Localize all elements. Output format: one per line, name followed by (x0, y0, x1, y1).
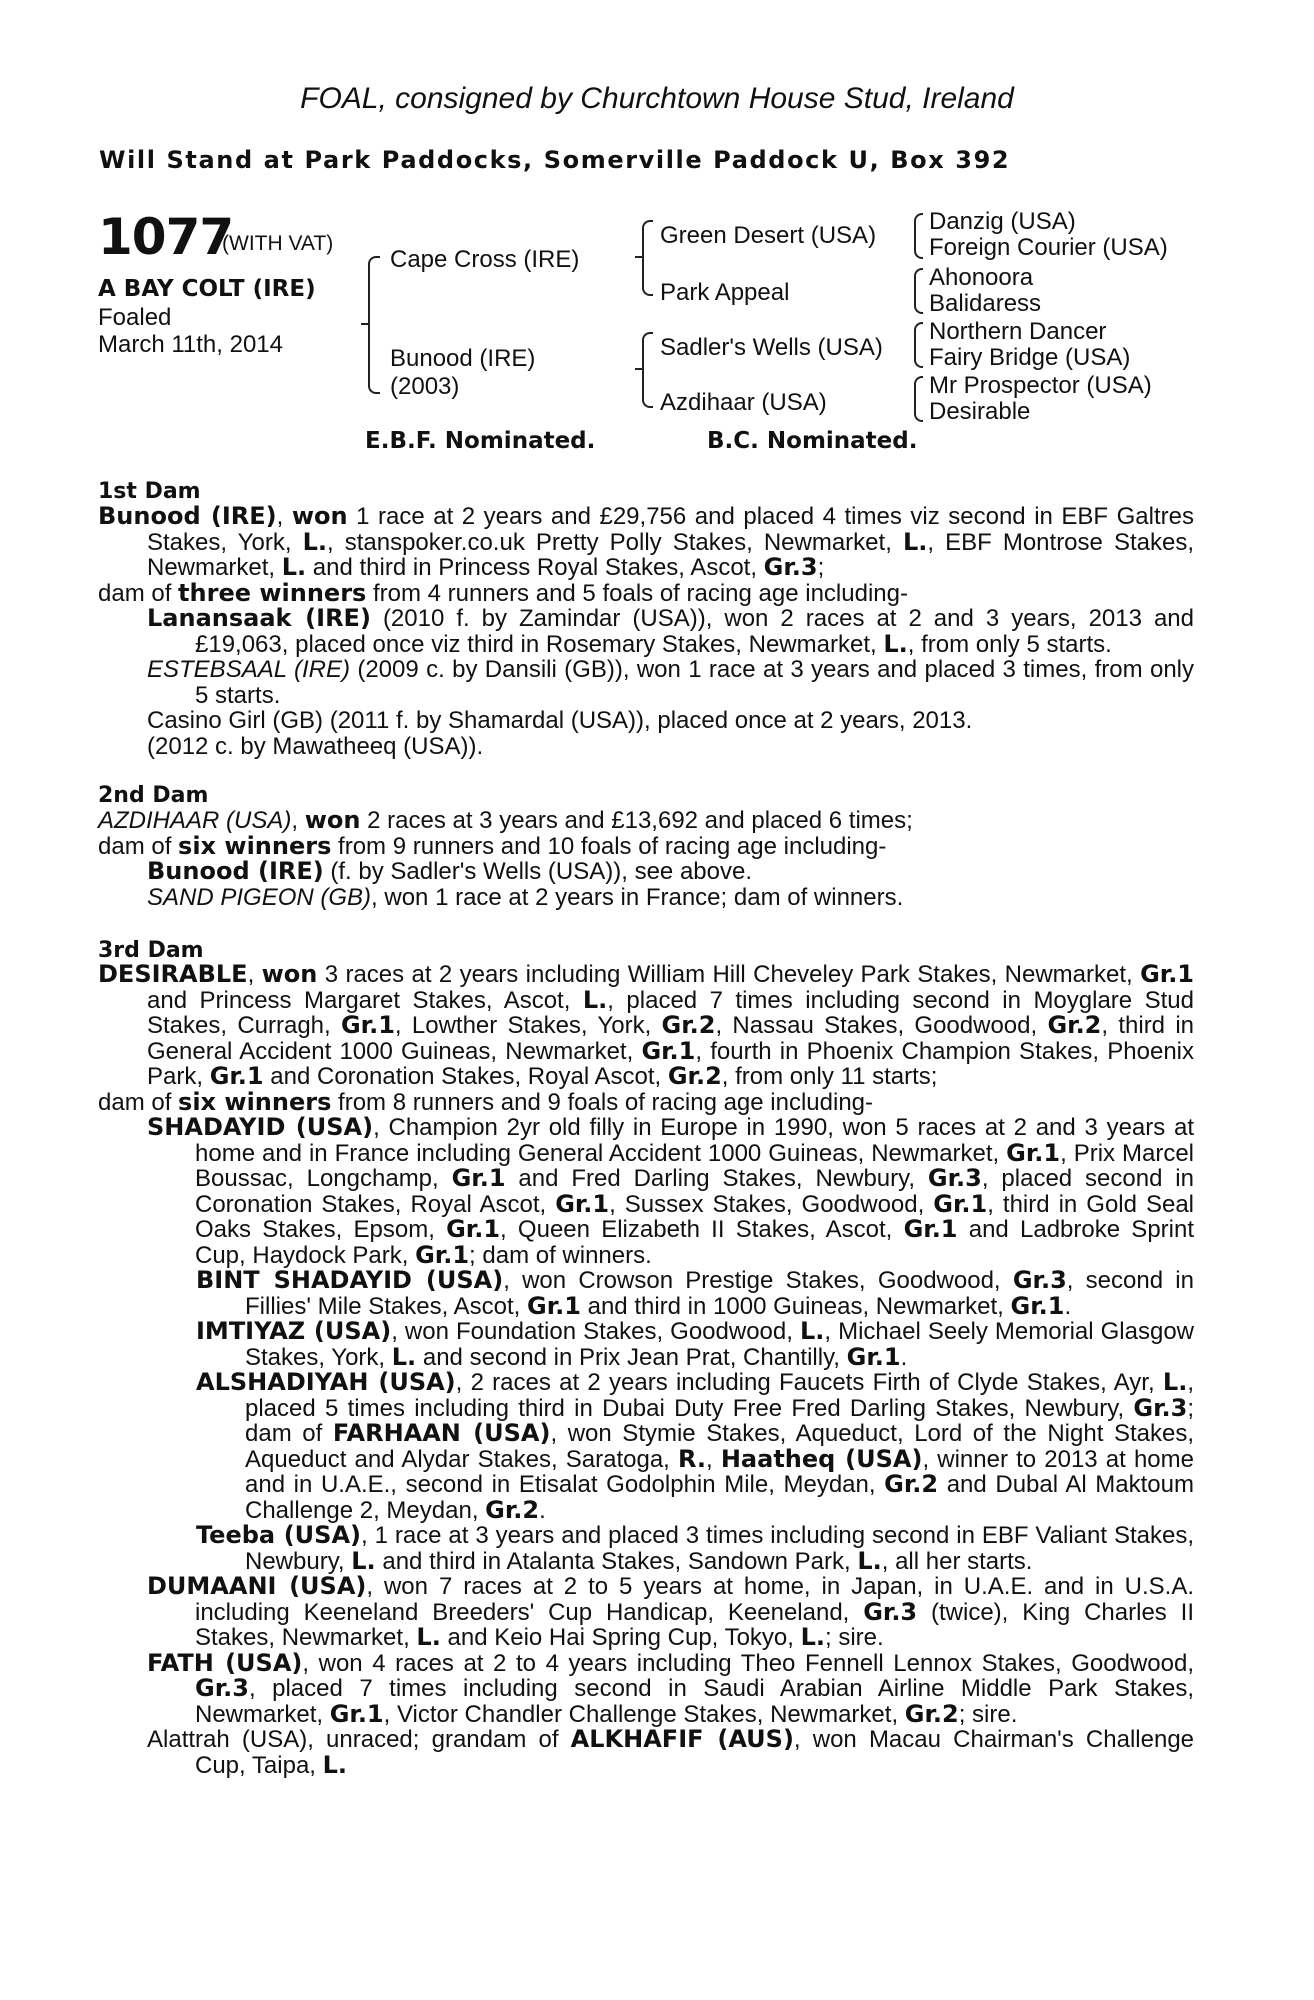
sire-line-brace (642, 220, 653, 296)
ggp-1: Danzig (USA) (929, 208, 1076, 235)
second-dam-heading: 2nd Dam (98, 783, 209, 808)
dam-dam: Azdihaar (USA) (660, 389, 827, 416)
sire-dam-brace (368, 256, 380, 394)
ggp-3: Ahonoora (929, 264, 1034, 291)
ggp-7: Mr Prospector (USA) (929, 372, 1152, 399)
sire-dam: Park Appeal (660, 279, 790, 306)
stand-location: Will Stand at Park Paddocks, Somerville Paddock U, Box 392 (99, 146, 1011, 174)
dam-year: (2003) (390, 373, 460, 400)
ggp-6: Fairy Bridge (USA) (929, 344, 1131, 371)
vat-note: (WITH VAT) (222, 232, 334, 255)
first-dam-heading: 1st Dam (98, 479, 201, 504)
sire: Cape Cross (IRE) (390, 246, 580, 273)
second-dam-text: AZDIHAAR (USA), won 2 races at 3 years and £13,692 and placed 6 times; dam of six winners from 9 runners and 10 foals of racing age including- Bunood (IRE) (f. by Sadler's Wells (USA)), see above. SAND PIGEON (GB), won 1 race at 2 years in France; dam of winners. (98, 806, 913, 911)
ggp-4: Balidaress (929, 290, 1042, 317)
bc-nomination: B.C. Nominated. (707, 428, 918, 454)
third-dam-heading: 3rd Dam (98, 938, 204, 963)
ebf-nomination: E.B.F. Nominated. (365, 428, 596, 454)
dam-line-brace (642, 332, 653, 408)
ggp-2: Foreign Courier (USA) (929, 234, 1168, 261)
consignor-heading: FOAL, consigned by Churchtown House Stud, Ireland (300, 82, 1014, 115)
sire-sire: Green Desert (USA) (660, 222, 877, 249)
ggp-5: Northern Dancer (929, 318, 1107, 345)
dam: Bunood (IRE) (390, 345, 536, 372)
lot-description: A BAY COLT (IRE) (98, 276, 316, 302)
foaled-label: Foaled (98, 304, 172, 331)
third-dam-text: DESIRABLE, won 3 races at 2 years including William Hill Cheveley Park Stakes, Newmarket, Gr.1 and Princess Margaret Stakes, Ascot, L., placed 7 times including second in Moyglare Stud Stakes, Curragh, Gr.1, Lowther Stakes, York, Gr.2, Nassau Stakes, Goodwood, Gr.2, third in General Accident 1000 Guineas, Newmarket, Gr.1, fourth in Phoenix Champion Stakes, Phoenix Park, Gr.1 and Coronation Stakes, Royal Ascot, Gr.2, from only 11 starts; dam of six winners from 8 runners and 9 foals of racing age including- SHADAYID (USA), Champion 2yr old filly in Europe in 1990, won 5 races at 2 and 3 years at home and in France including General Accident 1000 Guineas, Newmarket, Gr.1, Prix Marcel Boussac, Longchamp, Gr.1 and Fred Darling Stakes, Newbury, Gr.3, placed second in Coronation Stakes, Royal Ascot, Gr.1, Sussex Stakes, Goodwood, Gr.1, third in Gold Seal Oaks Stakes, Epsom, Gr.1, Queen Elizabeth II Stakes, Ascot, Gr.1 and Ladbroke Sprint Cup, Haydock Park, Gr.1; dam of winners. BINT SHADAYID (USA), won Crowson Prestige Stakes, Goodwood, Gr.3, second in Fillies' Mile Stakes, Ascot, Gr.1 and third in 1000 Guineas, Newmarket, Gr.1. IMTIYAZ (USA), won Foundation Stakes, Goodwood, L., Michael Seely Memorial Glasgow Stakes, York, L. and second in Prix Jean Prat, Chantilly, Gr.1. ALSHADIYAH (USA), 2 races at 2 years including Faucets Firth of Clyde Stakes, Ayr, L., placed 5 times including third in Dubai Duty Free Fred Darling Stakes, Newbury, Gr.3; dam of FARHAAN (USA), won Stymie Stakes, Aqueduct, Lord of the Night Stakes, Aqueduct and Alydar Stakes, Saratoga, R., Haatheq (USA), winner to 2013 at home and in U.A.E., second in Etisalat Godolphin Mile, Meydan, Gr.2 and Dubal Al Maktoum Challenge 2, Meydan, Gr.2. Teeba (USA), 1 race at 3 years and placed 3 times including second in EBF Valiant Stakes, Newbury, L. and third in Atalanta Stakes, Sandown Park, L., all her starts. DUMAANI (USA), won 7 races at 2 to 5 years at home, in Japan, in U.A.E. and in U.S.A. including Keeneland Breeders' Cup Handicap, Keeneland, Gr.3 (twice), King Charles II Stakes, Newmarket, L. and Keio Hai Spring Cup, Tokyo, L.; sire. FATH (USA), won 4 races at 2 to 4 years including Theo Fennell Lennox Stakes, Goodwood, Gr.3, placed 7 times including second in Saudi Arabian Airline Middle Park Stakes, Newmarket, Gr.1, Victor Chandler Challenge Stakes, Newmarket, Gr.2; sire. Alattrah (USA), unraced; grandam of ALKHAFIF (AUS), won Macau Chairman's Challenge Cup, Taipa, L. (98, 960, 1195, 1779)
ggp-8: Desirable (929, 398, 1031, 425)
dam-sire: Sadler's Wells (USA) (660, 334, 883, 361)
foaled-date: March 11th, 2014 (98, 331, 284, 358)
first-dam-text: Bunood (IRE), won 1 race at 2 years and £29,756 and placed 4 times viz second in EBF Galtres Stakes, York, L., stanspoker.co.uk Pretty Polly Stakes, Newmarket, L., EBF Montrose Stakes, Newmarket, L. and third in Princess Royal Stakes, Ascot, Gr.3; dam of three winners from 4 runners and 5 foals of racing age including- Lanansaak (IRE) (2010 f. by Zamindar (USA)), won 2 races at 2 and 3 years, 2013 and £19,063, placed once viz third in Rosemary Stakes, Newmarket, L., from only 5 starts. ESTEBSAAL (IRE) (2009 c. by Dansili (GB)), won 1 race at 3 years and placed 3 times, from only 5 starts. Casino Girl (GB) (2011 f. by Shamardal (USA)), placed once at 2 years, 2013. (2012 c. by Mawatheeq (USA)). (98, 502, 1195, 760)
lot-number: 1077 (98, 208, 234, 266)
